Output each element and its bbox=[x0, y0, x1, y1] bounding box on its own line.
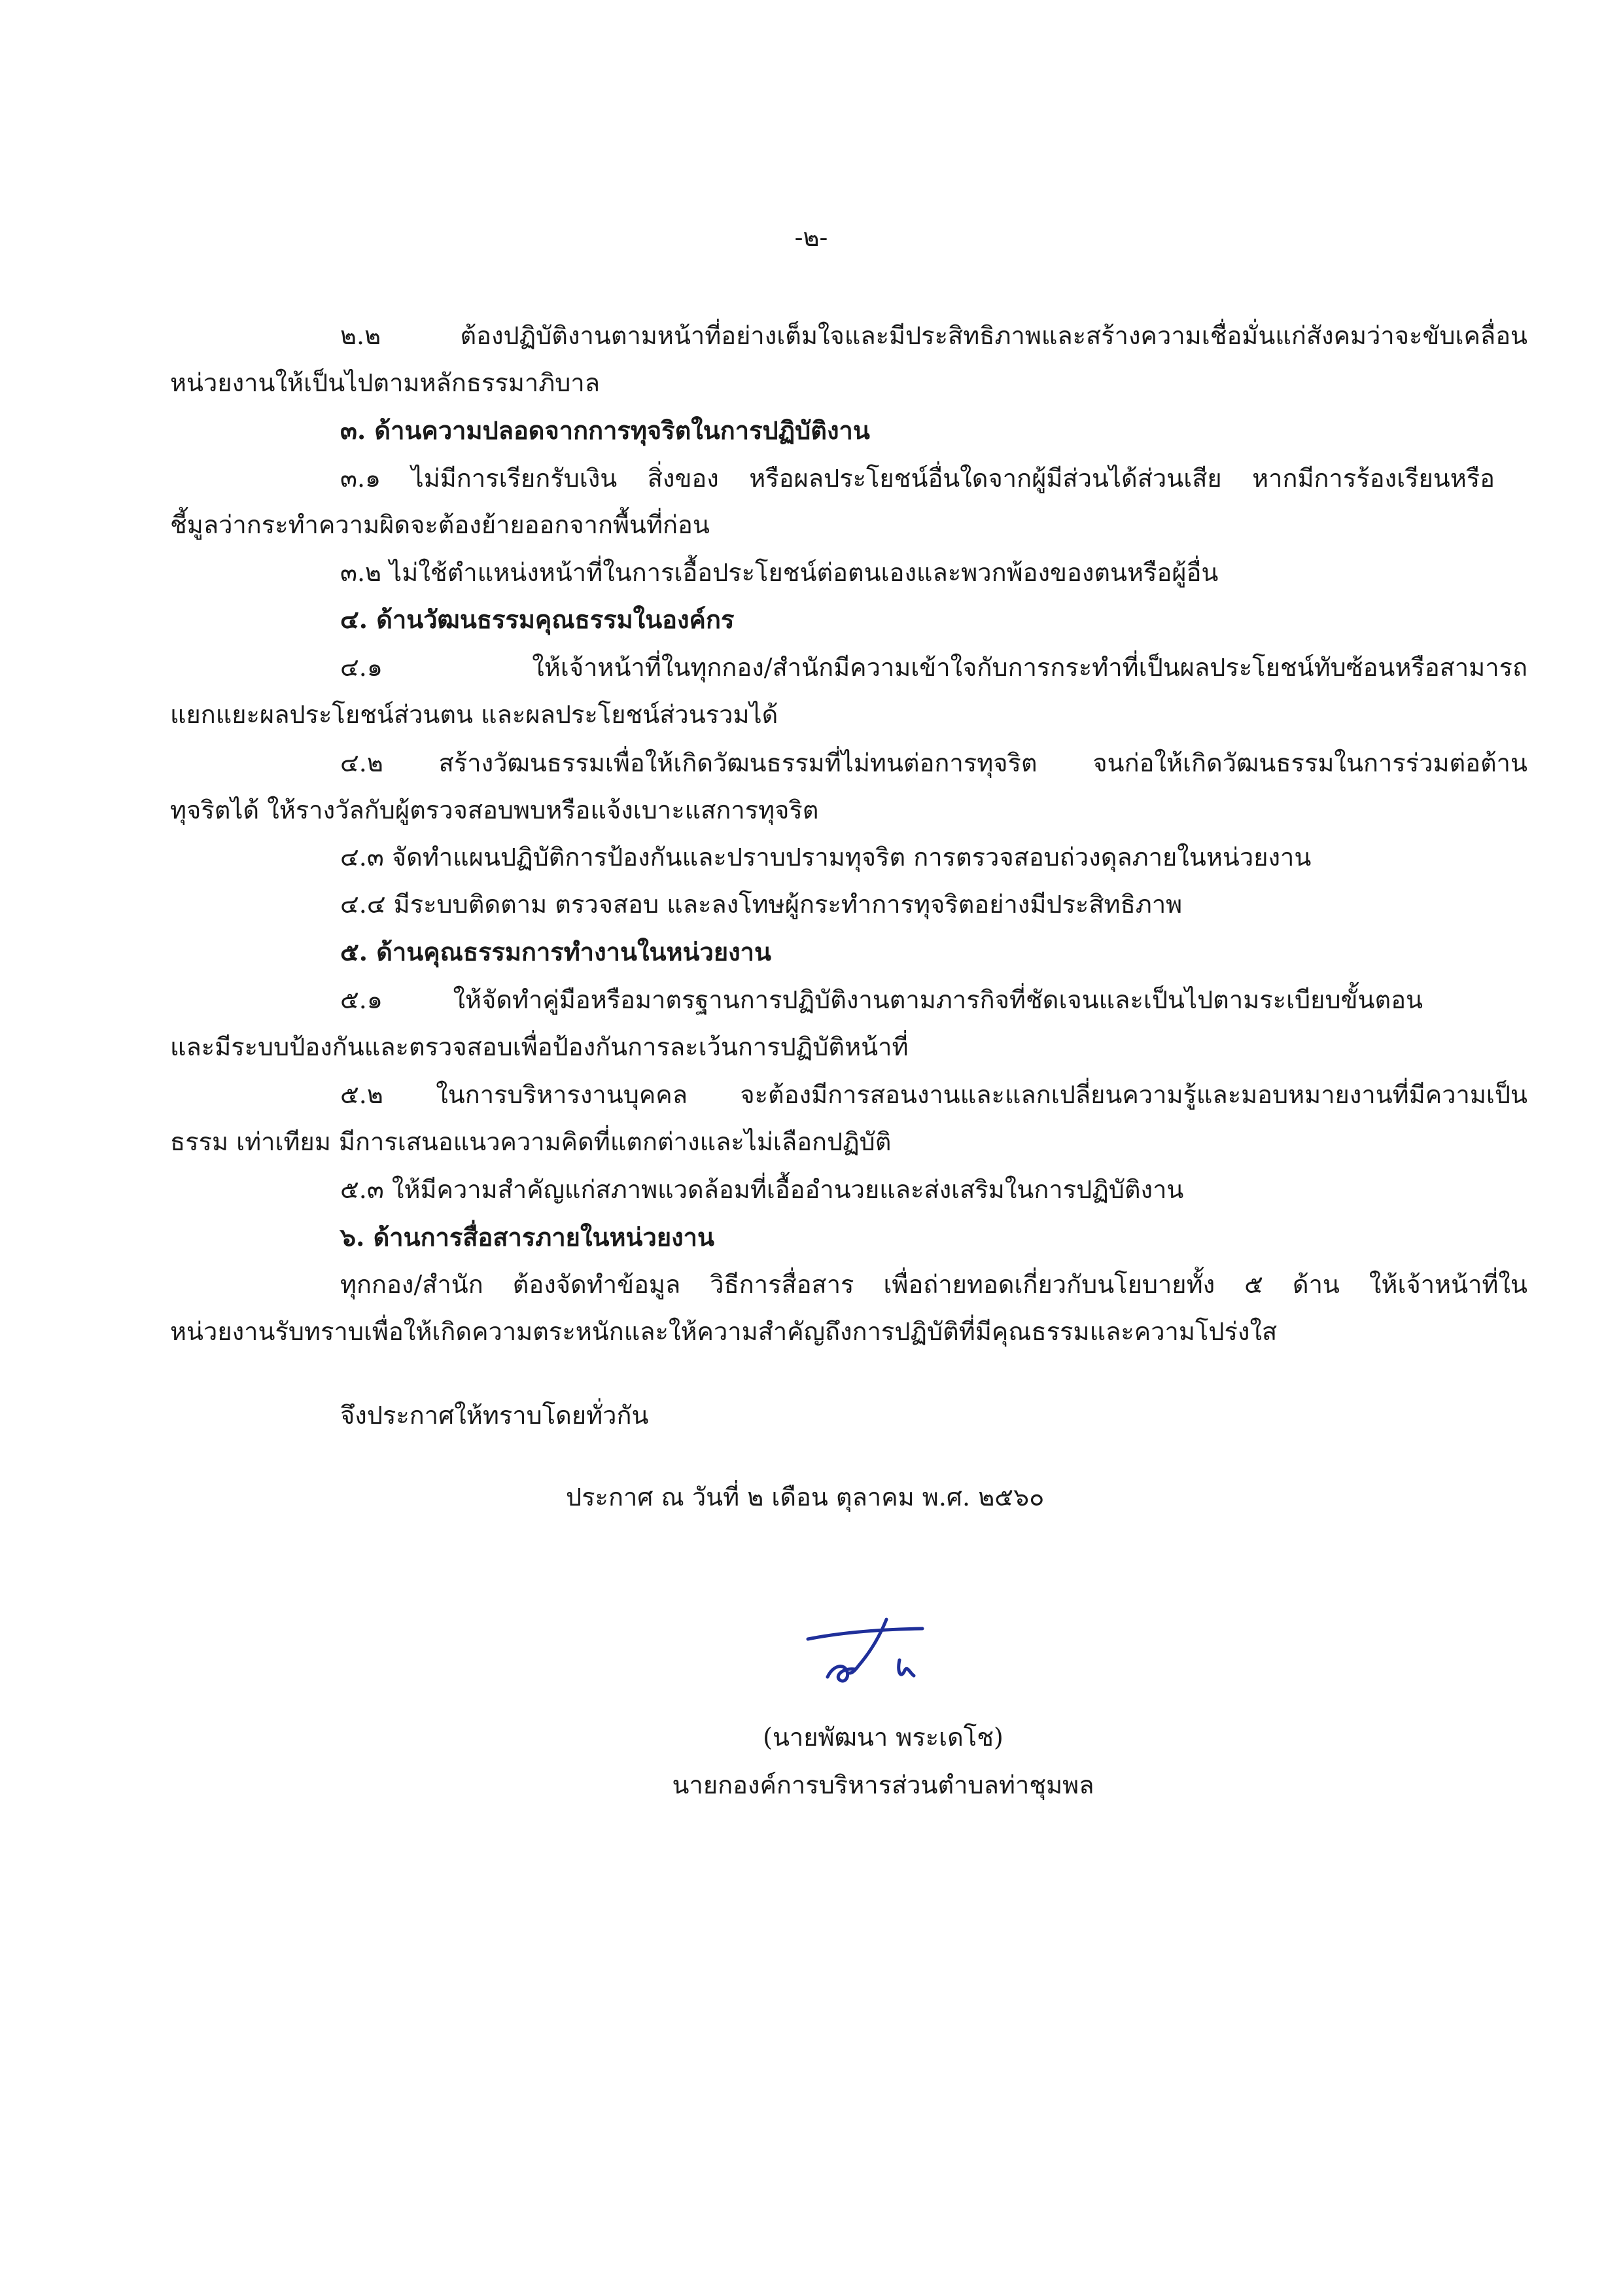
section-6-heading: ๖. ด้านการสื่อสารภายในหน่วยงาน bbox=[340, 1222, 714, 1252]
paragraph-4-2-line-2: ทุจริตได้ ให้รางวัลกับผู้ตรวจสอบพบหรือแจ้งเบาะแสการทุจริต bbox=[170, 796, 819, 824]
section-3-heading: ๓. ด้านความปลอดจากการทุจริตในการปฏิบัติงาน bbox=[340, 415, 870, 445]
paragraph-4-1-line-2: แยกแยะผลประโยชน์ส่วนตน และผลประโยชน์ส่วนรวมได้ bbox=[170, 700, 778, 729]
signature-image bbox=[782, 1600, 958, 1698]
paragraph-4-1-line-1: ๔.๑ ให้เจ้าหน้าที่ในทุกกอง/สำนักมีความเข้าใจกับการกระทำที่เป็นผลประโยชน์ทับซ้อนหรือสามารถ bbox=[340, 653, 1527, 682]
paragraph-3-1-line-2: ชี้มูลว่ากระทำความผิดจะต้องย้ายออกจากพื้นที่ก่อน bbox=[170, 510, 710, 539]
paragraph-2-2-line-1: ๒.๒ ต้องปฏิบัติงานตามหน้าที่อย่างเต็มใจและมีประสิทธิภาพและสร้างความเชื่อมั่นแก่สังคมว่าจะขับเคลื่อน bbox=[340, 321, 1527, 350]
signature-stroke-tail bbox=[899, 1660, 914, 1676]
paragraph-3-2: ๓.๒ ไม่ใช้ตำแหน่งหน้าที่ในการเอื้อประโยชน์ต่อตนเองและพวกพ้องของตนหรือผู้อื่น bbox=[340, 558, 1219, 587]
paragraph-5-1-line-1: ๕.๑ ให้จัดทำคู่มือหรือมาตรฐานการปฏิบัติงานตามภารกิจที่ชัดเจนและเป็นไปตามระเบียบขั้นตอน bbox=[340, 985, 1423, 1014]
signer-title: นายกองค์การบริหารส่วนตำบลท่าชุมพล bbox=[672, 1771, 1094, 1799]
closing-statement: จึงประกาศให้ทราบโดยทั่วกัน bbox=[340, 1401, 649, 1430]
paragraph-5-2-line-2: ธรรม เท่าเทียม มีการเสนอแนวความคิดที่แตกต่างและไม่เลือกปฏิบัติ bbox=[170, 1127, 892, 1156]
section-4-heading: ๔. ด้านวัฒนธรรมคุณธรรมในองค์กร bbox=[340, 605, 735, 634]
announcement-date: ประกาศ ณ วันที่ ๒ เดือน ตุลาคม พ.ศ. ๒๕๖๐ bbox=[566, 1483, 1045, 1511]
paragraph-6-line-2: หน่วยงานรับทราบเพื่อให้เกิดความตระหนักและให้ความสำคัญถึงการปฏิบัติที่มีคุณธรรมและความโปร่งใส bbox=[170, 1317, 1278, 1346]
paragraph-2-2-line-2: หน่วยงานให้เป็นไปตามหลักธรรมาภิบาล bbox=[170, 368, 601, 397]
paragraph-5-2-line-1: ๕.๒ ในการบริหารงานบุคคล จะต้องมีการสอนงานและแลกเปลี่ยนความรู้และมอบหมายงานที่มีความเป็น bbox=[340, 1080, 1527, 1109]
signature-stroke-top bbox=[808, 1629, 922, 1639]
page-number: -๒- bbox=[794, 223, 828, 252]
paragraph-4-4: ๔.๔ มีระบบติดตาม ตรวจสอบ และลงโทษผู้กระทำการทุจริตอย่างมีประสิทธิภาพ bbox=[340, 890, 1183, 919]
paragraph-4-2-line-1: ๔.๒ สร้างวัฒนธรรมเพื่อให้เกิดวัฒนธรรมที่ไม่ทนต่อการทุจริต จนก่อให้เกิดวัฒนธรรมในการร่วมต่อต้าน bbox=[340, 749, 1527, 777]
paragraph-5-3: ๕.๓ ให้มีความสำคัญแก่สภาพแวดล้อมที่เอื้ออำนวยและส่งเสริมในการปฏิบัติงาน bbox=[340, 1175, 1184, 1204]
section-5-heading: ๕. ด้านคุณธรรมการทำงานในหน่วยงาน bbox=[340, 937, 771, 966]
signature-stroke-hook bbox=[850, 1619, 886, 1673]
paragraph-6-line-1: ทุกกอง/สำนัก ต้องจัดทำข้อมูล วิธีการสื่อสาร เพื่อถ่ายทอดเกี่ยวกับนโยบายทั้ง ๕ ด้าน ให้เจ้าหน้าที่ใน bbox=[340, 1270, 1527, 1299]
paragraph-3-1-line-1: ๓.๑ ไม่มีการเรียกรับเงิน สิ่งของ หรือผลประโยชน์อื่นใดจากผู้มีส่วนได้ส่วนเสีย หากมีการร้องเรียนหรือ bbox=[340, 464, 1495, 493]
paragraph-5-1-line-2: และมีระบบป้องกันและตรวจสอบเพื่อป้องกันการละเว้นการปฏิบัติหน้าที่ bbox=[170, 1033, 909, 1061]
signer-name: (นายพัฒนา พระเดโช) bbox=[763, 1723, 1003, 1752]
paragraph-4-3: ๔.๓ จัดทำแผนปฏิบัติการป้องกันและปราบปรามทุจริต การตรวจสอบถ่วงดุลภายในหน่วยงาน bbox=[340, 843, 1312, 872]
